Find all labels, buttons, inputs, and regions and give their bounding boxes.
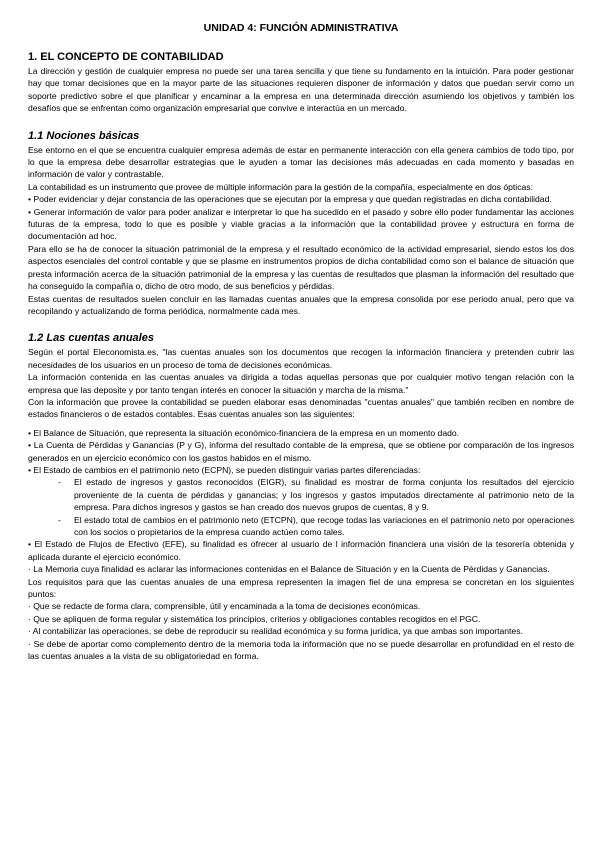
list-item: • El Balance de Situación, que representa la situación económico-financiera de la empresa en un momento dado.: [28, 427, 574, 439]
document-page: [28, 22, 574, 676]
list-item: • El Estado de cambios en el patrimonio neto (ECPN), se pueden distinguir varias partes diferenciadas:: [28, 464, 574, 476]
ecpn-sublist: [28, 476, 574, 538]
sublist-item: - El estado de ingresos y gastos reconocidos (EIGR), su finalidad es mostrar de forma conjunta los resultados del ejercicio proveniente de la cuenta de pérdidas y ganancias; y los ingresos y gastos imputados directamente al patrimonio neto de la empresa. Para dichos ingresos y gastos se han creado dos nuevos grupos de cuentas, 8 y 9.: [62, 476, 574, 513]
paragraph: La contabilidad es un instrumento que provee de múltiple información para la gestión de la compañía, especialmente en dos ópticas:: [28, 181, 533, 192]
document-title: UNIDAD 4: FUNCIÓN ADMINISTRATIVA: [203, 22, 399, 34]
requirement-item: · Que se apliquen de forma regular y sistemática los principios, criterios y obligaciones contables recogidos en el PGC.: [28, 613, 481, 624]
paragraph: Estas cuentas de resultados suelen concluir en las llamadas cuentas anuales que la empresa consolida por ese periodo anual, pero que va recopilando y actualizando de forma periódica, normalmente cada mes.: [28, 293, 574, 316]
section-concepto-contabilidad: [28, 50, 574, 115]
section-cuentas-anuales: [28, 331, 574, 662]
requirement-item: · Que se redacte de forma clara, comprensible, útil y encaminada a la toma de decisiones económicas.: [28, 601, 421, 612]
paragraph: Para ello se ha de conocer la situación patrimonial de la empresa y el resultado económico de la actividad empresarial, siendo estos los dos aspectos esenciales del control contable y que se plasme en instrumentos propios de dicha contabilidad como son el balance de situación que presta información acerca de la situación patrimonial de la empresa y las cuentas de resultados que plasman la información del resultado que ha conseguido la compañía o, dicho de otro modo, de sus beneficios y pérdidas.: [28, 243, 574, 292]
paragraph: • Poder evidenciar y dejar constancia de las operaciones que se ejecutan por la empresa y que quedan registradas en dicha contabilidad.: [28, 194, 552, 205]
cuentas-list-continued: [28, 538, 574, 563]
paragraph: • Generar información de valor para poder analizar e interpretar lo que ha sucedido en el pasado y sobre ello poder fundamentar las acciones futuras de la empresa, todo lo que es posible y viable gracias a la información que la contabilidad provee y estructura en forma de documentación ad hoc.: [28, 206, 574, 242]
requirement-item: · Al contabilizar las operaciones, se debe de reproducir su realidad económica y su forma jurídica, ya que ambas son importantes.: [28, 626, 523, 637]
paragraph: Ese entorno en el que se encuentra cualquier empresa además de estar en permanente interacción con ella genera cambios de todo tipo, por lo que la empresa debe desarrollar estrategias que le ayuden a tomar las decisiones más adecuadas en cada momento y basadas en información de valor y contrastable.: [28, 144, 574, 180]
paragraph: Con la información que provee la contabilidad se pueden elaborar esas denominadas "cuentas anuales" que también reciben en nombre de estados financieros o de estados contables. Esas cuentas anuales son las siguientes:: [28, 396, 574, 420]
cuentas-list: [28, 427, 574, 477]
list-item: • La Cuenta de Pérdidas y Ganancias (P y G), informa del resultado contable de la empresa, que se obtiene por comparación de los ingresos generados en un ejercicio económico con los gastos habidos en el mismo.: [28, 439, 574, 464]
list-item: • El Estado de Flujos de Efectivo (EFE), su finalidad es ofrecer al usuario de l información financiera una visión de la tesorería obtenida y aplicada durante el ejercicio económico.: [28, 538, 574, 563]
paragraph: Los requisitos para que las cuentas anuales de una empresa representen la imagen fiel de una empresa se concretan en los siguientes puntos:: [28, 576, 574, 600]
paragraph: La dirección y gestión de cualquier empresa no puede ser una tarea sencilla y que tiene su fundamento en la intuición. Para poder gestionar hay que tomar decisiones que en la mayor parte de las situaciones requieren disponer de información y datos que puedan servir como un soporte predictivo sobre el que planificar y encaminar a la empresa en una determinada dirección asumiendo los objetivos y también los desafíos que se enfrentan como organización empresarial que convive e interactúa en un mercado.: [28, 66, 574, 114]
subsection-heading: 1.2 Las cuentas anuales: [28, 332, 154, 345]
requirement-item: · Se debe de aportar como complemento dentro de la memoria toda la información que no se puede desarrollar en profundidad en el resto de las cuentas anuales a la vista de su obligatoriedad en forma.: [28, 638, 574, 662]
section-heading: 1. EL CONCEPTO DE CONTABILIDAD: [28, 51, 224, 63]
subsection-heading: 1.1 Nociones básicas: [28, 129, 140, 142]
paragraph: Según el portal Eleconomista.es, "las cuentas anuales son los documentos que recogen la información financiera y pretenden cubrir las necesidades de los usuarios en un proceso de toma de decisiones económicas.: [28, 347, 574, 370]
paragraph: · La Memoria cuya finalidad es aclarar las informaciones contenidas en el Balance de Situación y en la Cuenta de Pérdidas y Ganancias.: [28, 564, 550, 575]
paragraph: La información contenida en las cuentas anuales va dirigida a todas aquellas personas que por cualquier motivo tengan relación con la empresa que las deposite y por tanto tengan interés en conocer la situación y marcha de la misma.": [28, 372, 574, 395]
section-nociones-basicas: [28, 129, 574, 318]
sublist-item: - El estado total de cambios en el patrimonio neto (ETCPN), que recoge todas las variaciones en el patrimonio neto por operaciones con los socios o propietarios de la empresa cuando actúen como tales.: [62, 514, 574, 539]
